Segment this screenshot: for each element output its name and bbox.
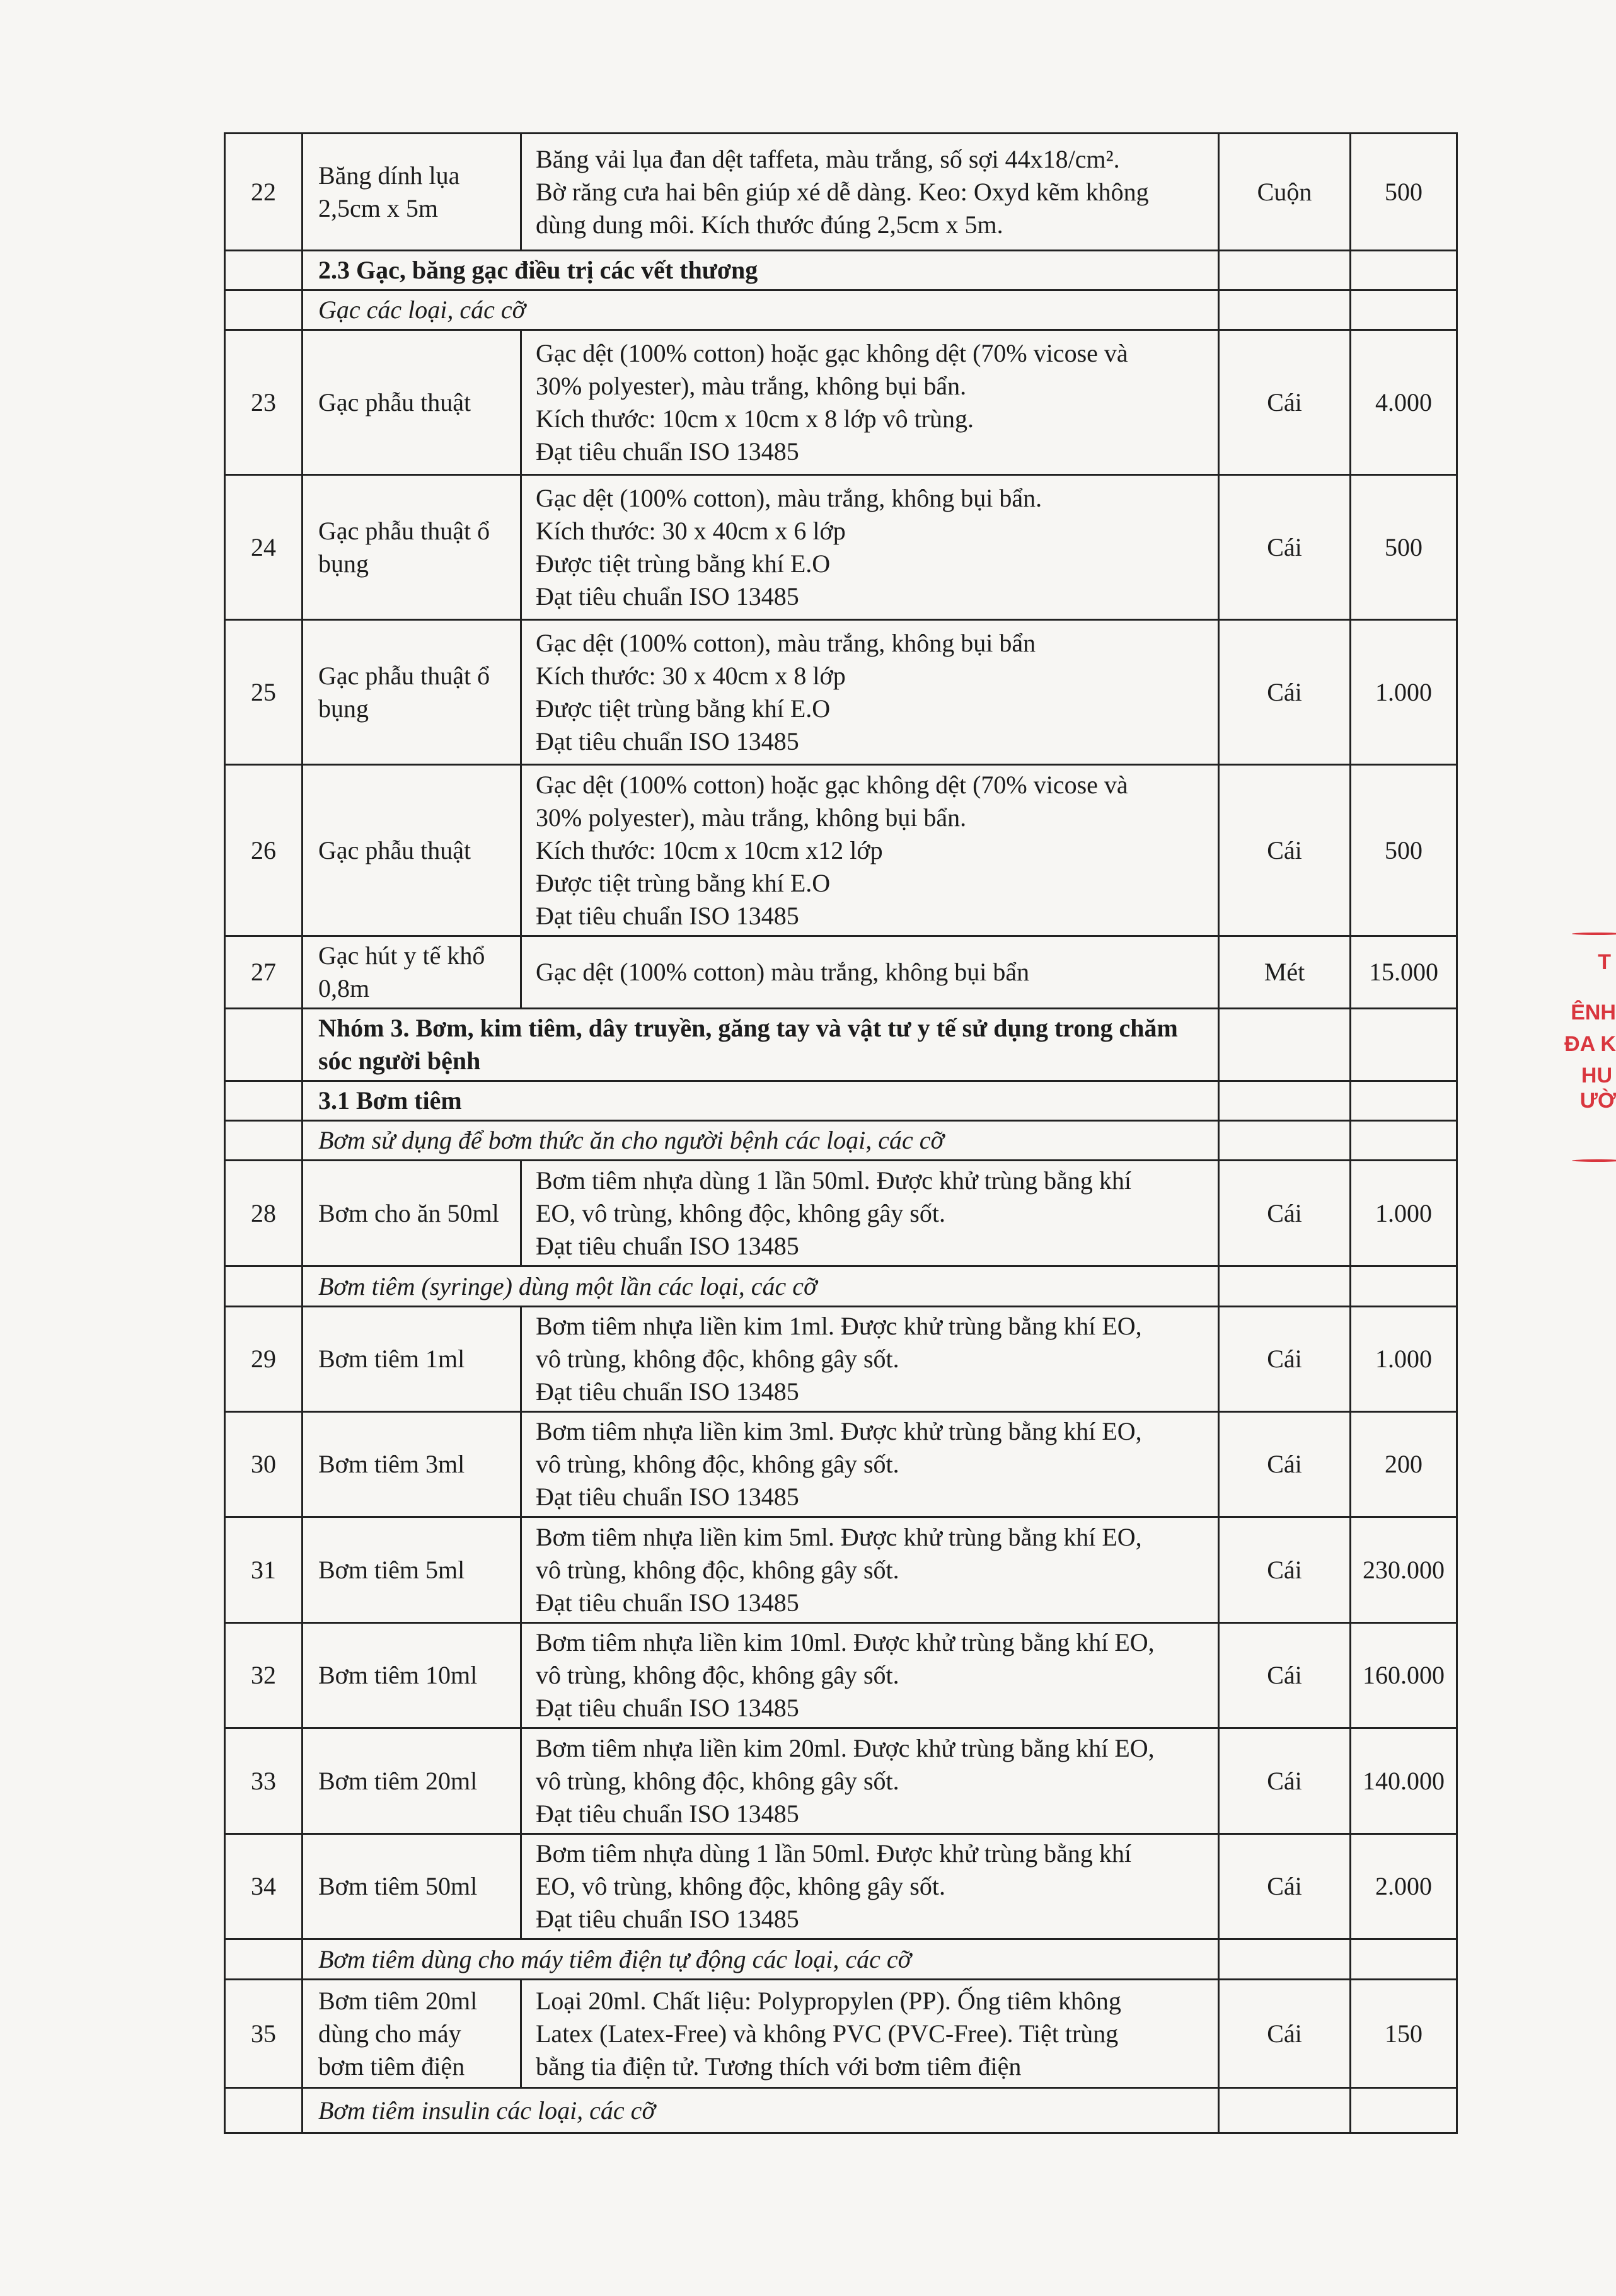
row-number: 32	[225, 1623, 303, 1728]
description-line: Gạc dệt (100% cotton) màu trắng, không bụi bẩn	[536, 958, 1030, 986]
quantity-cell: 2.000	[1351, 1834, 1457, 1939]
table-row	[225, 475, 1457, 620]
table-row	[225, 330, 1457, 475]
category-heading: Bơm sử dụng để bơm thức ăn cho người bệnh các loại, các cỡ	[303, 1121, 1219, 1161]
category-heading: Bơm tiêm dùng cho máy tiêm điện tự động các loại, các cỡ	[303, 1939, 1219, 1980]
table-row	[225, 1623, 1457, 1728]
unit-cell	[1219, 1266, 1351, 1307]
quantity-cell: 200	[1351, 1412, 1457, 1517]
row-number: 33	[225, 1728, 303, 1834]
row-number: 31	[225, 1517, 303, 1623]
row-number	[225, 1121, 303, 1161]
description-line: Đạt tiêu chuẩn ISO 13485	[536, 1377, 799, 1406]
description-line: Đạt tiêu chuẩn ISO 13485	[536, 437, 799, 466]
table-row	[225, 1307, 1457, 1412]
row-number	[225, 1266, 303, 1307]
unit-cell: Mét	[1219, 936, 1351, 1009]
table-row	[225, 1834, 1457, 1939]
unit-cell	[1219, 251, 1351, 290]
item-name: Gạc phẫu thuật	[303, 765, 521, 936]
row-number: 24	[225, 475, 303, 620]
quantity-cell	[1351, 2088, 1457, 2133]
quantity-cell: 1.000	[1351, 1161, 1457, 1266]
description-line: Gạc dệt (100% cotton) hoặc gạc không dệt (70% vicose và	[536, 770, 1128, 799]
item-description	[521, 1517, 1219, 1623]
unit-cell: Cái	[1219, 1980, 1351, 2088]
item-description	[521, 936, 1219, 1009]
description-line: Kích thước: 10cm x 10cm x 8 lớp vô trùng.	[536, 404, 974, 433]
section-heading: Nhóm 3. Bơm, kim tiêm, dây truyền, găng tay và vật tư y tế sử dụng trong chăm sóc người bệnh	[303, 1009, 1219, 1081]
description-line: Băng vải lụa đan dệt taffeta, màu trắng, số sợi 44x18/cm².	[536, 144, 1120, 173]
item-name: Băng dính lụa 2,5cm x 5m	[303, 134, 521, 251]
table-row	[225, 1517, 1457, 1623]
quantity-cell: 500	[1351, 134, 1457, 251]
item-description	[521, 1728, 1219, 1834]
unit-cell: Cuộn	[1219, 134, 1351, 251]
item-description	[521, 765, 1219, 936]
description-line: Kích thước: 10cm x 10cm x12 lớp	[536, 835, 883, 864]
stamp-text: ĐA K	[1564, 1032, 1616, 1056]
section-heading: 3.1 Bơm tiêm	[303, 1081, 1219, 1121]
description-line: 30% polyester), màu trắng, không bụi bẩn.	[536, 371, 967, 400]
quantity-cell	[1351, 1266, 1457, 1307]
quantity-cell	[1351, 290, 1457, 330]
row-number: 23	[225, 330, 303, 475]
description-line: Loại 20ml. Chất liệu: Polypropylen (PP). Ống tiêm không	[536, 1986, 1121, 2015]
row-number: 35	[225, 1980, 303, 2088]
stamp-text: T	[1598, 950, 1611, 974]
category-row	[225, 2088, 1457, 2133]
table-body	[225, 134, 1457, 2133]
category-row	[225, 1121, 1457, 1161]
description-line: Gạc dệt (100% cotton), màu trắng, không bụi bẩn.	[536, 483, 1042, 512]
row-number: 22	[225, 134, 303, 251]
description-line: Bơm tiêm nhựa liền kim 5ml. Được khử trùng bằng khí EO,	[536, 1522, 1142, 1551]
description-line: Kích thước: 30 x 40cm x 8 lớp	[536, 661, 846, 690]
unit-cell: Cái	[1219, 1728, 1351, 1834]
row-number	[225, 1009, 303, 1081]
stamp-arc	[1572, 933, 1616, 935]
unit-cell: Cái	[1219, 1412, 1351, 1517]
category-row	[225, 290, 1457, 330]
quantity-cell: 1.000	[1351, 1307, 1457, 1412]
item-description	[521, 475, 1219, 620]
item-name: Bơm tiêm 10ml	[303, 1623, 521, 1728]
description-line: Đạt tiêu chuẩn ISO 13485	[536, 726, 799, 755]
description-line: Kích thước: 30 x 40cm x 6 lớp	[536, 516, 846, 545]
row-number	[225, 1081, 303, 1121]
category-heading: Bơm tiêm insulin các loại, các cỡ	[303, 2088, 1219, 2133]
description-line: Được tiệt trùng bằng khí E.O	[536, 868, 831, 897]
table-row	[225, 1412, 1457, 1517]
quantity-cell	[1351, 1939, 1457, 1980]
category-heading: Bơm tiêm (syringe) dùng một lần các loại, các cỡ	[303, 1266, 1219, 1307]
row-number: 27	[225, 936, 303, 1009]
red-stamp-fragment	[1553, 926, 1616, 1191]
quantity-cell	[1351, 1081, 1457, 1121]
description-line: Bơm tiêm nhựa liền kim 20ml. Được khử trùng bằng khí EO,	[536, 1733, 1155, 1762]
section-row	[225, 1081, 1457, 1121]
row-number	[225, 290, 303, 330]
unit-cell: Cái	[1219, 475, 1351, 620]
description-line: vô trùng, không độc, không gây sốt.	[536, 1450, 899, 1478]
description-line: Đạt tiêu chuẩn ISO 13485	[536, 1799, 799, 1828]
table-row	[225, 1728, 1457, 1834]
description-line: Đạt tiêu chuẩn ISO 13485	[536, 901, 799, 930]
description-line: Đạt tiêu chuẩn ISO 13485	[536, 1588, 799, 1617]
table-row	[225, 765, 1457, 936]
row-number: 34	[225, 1834, 303, 1939]
item-name: Bơm tiêm 20ml dùng cho máy bơm tiêm điện	[303, 1980, 521, 2088]
description-line: Đạt tiêu chuẩn ISO 13485	[536, 1694, 799, 1722]
row-number: 29	[225, 1307, 303, 1412]
description-line: Đạt tiêu chuẩn ISO 13485	[536, 1231, 799, 1260]
row-number	[225, 251, 303, 290]
item-description	[521, 134, 1219, 251]
quantity-cell	[1351, 1009, 1457, 1081]
unit-cell	[1219, 1121, 1351, 1161]
description-line: Đạt tiêu chuẩn ISO 13485	[536, 1905, 799, 1933]
table-row	[225, 134, 1457, 251]
description-line: Latex (Latex-Free) và không PVC (PVC-Free). Tiệt trùng	[536, 2019, 1119, 2048]
section-row	[225, 251, 1457, 290]
row-number: 25	[225, 620, 303, 765]
description-line: Bơm tiêm nhựa dùng 1 lần 50ml. Được khử trùng bằng khí	[536, 1839, 1132, 1868]
quantity-cell: 150	[1351, 1980, 1457, 2088]
unit-cell	[1219, 290, 1351, 330]
item-name: Bơm tiêm 20ml	[303, 1728, 521, 1834]
quantity-cell: 230.000	[1351, 1517, 1457, 1623]
stamp-arc	[1572, 1159, 1616, 1162]
unit-cell: Cái	[1219, 1834, 1351, 1939]
unit-cell: Cái	[1219, 1517, 1351, 1623]
unit-cell	[1219, 2088, 1351, 2133]
description-line: Bơm tiêm nhựa liền kim 10ml. Được khử trùng bằng khí EO,	[536, 1628, 1155, 1656]
item-name: Gạc phẫu thuật ổ bụng	[303, 620, 521, 765]
unit-cell	[1219, 1939, 1351, 1980]
quantity-cell: 500	[1351, 475, 1457, 620]
item-name: Bơm tiêm 50ml	[303, 1834, 521, 1939]
stamp-text: ÊNH	[1571, 1001, 1616, 1025]
row-number: 28	[225, 1161, 303, 1266]
item-name: Gạc phẫu thuật	[303, 330, 521, 475]
item-name: Bơm tiêm 3ml	[303, 1412, 521, 1517]
section-heading: 2.3 Gạc, băng gạc điều trị các vết thương	[303, 251, 1219, 290]
table-row	[225, 936, 1457, 1009]
item-description	[521, 1161, 1219, 1266]
item-description	[521, 1412, 1219, 1517]
description-line: vô trùng, không độc, không gây sốt.	[536, 1766, 899, 1795]
unit-cell: Cái	[1219, 765, 1351, 936]
description-line: Được tiệt trùng bằng khí E.O	[536, 549, 831, 578]
category-row	[225, 1266, 1457, 1307]
item-description	[521, 330, 1219, 475]
description-line: Gạc dệt (100% cotton), màu trắng, không bụi bẩn	[536, 628, 1036, 657]
item-name: Bơm tiêm 1ml	[303, 1307, 521, 1412]
description-line: EO, vô trùng, không độc, không gây sốt.	[536, 1872, 945, 1900]
description-line: Bờ răng cưa hai bên giúp xé dễ dàng. Keo: Oxyd kẽm không	[536, 177, 1149, 206]
row-number	[225, 2088, 303, 2133]
description-line: Bơm tiêm nhựa liền kim 3ml. Được khử trùng bằng khí EO,	[536, 1417, 1142, 1445]
table-row	[225, 620, 1457, 765]
quantity-cell: 15.000	[1351, 936, 1457, 1009]
section-row	[225, 1009, 1457, 1081]
description-line: bằng tia điện tử. Tương thích với bơm tiêm điện	[536, 2052, 1022, 2081]
description-line: Gạc dệt (100% cotton) hoặc gạc không dệt (70% vicose và	[536, 338, 1128, 367]
row-number: 26	[225, 765, 303, 936]
description-line: Bơm tiêm nhựa liền kim 1ml. Được khử trùng bằng khí EO,	[536, 1312, 1142, 1340]
unit-cell: Cái	[1219, 1623, 1351, 1728]
row-number	[225, 1939, 303, 1980]
quantity-cell	[1351, 1121, 1457, 1161]
item-name: Bơm cho ăn 50ml	[303, 1161, 521, 1266]
description-line: Đạt tiêu chuẩn ISO 13485	[536, 1483, 799, 1511]
category-row	[225, 1939, 1457, 1980]
unit-cell: Cái	[1219, 1307, 1351, 1412]
description-line: vô trùng, không độc, không gây sốt.	[536, 1345, 899, 1373]
description-line: EO, vô trùng, không độc, không gây sốt.	[536, 1198, 945, 1227]
quantity-cell	[1351, 251, 1457, 290]
quantity-cell: 1.000	[1351, 620, 1457, 765]
item-name: Gạc phẫu thuật ổ bụng	[303, 475, 521, 620]
unit-cell	[1219, 1081, 1351, 1121]
category-heading: Gạc các loại, các cỡ	[303, 290, 1219, 330]
description-line: Bơm tiêm nhựa dùng 1 lần 50ml. Được khử trùng bằng khí	[536, 1166, 1132, 1195]
item-name: Bơm tiêm 5ml	[303, 1517, 521, 1623]
quantity-cell: 4.000	[1351, 330, 1457, 475]
quantity-cell: 160.000	[1351, 1623, 1457, 1728]
item-description	[521, 1307, 1219, 1412]
description-line: vô trùng, không độc, không gây sốt.	[536, 1555, 899, 1584]
description-line: vô trùng, không độc, không gây sốt.	[536, 1661, 899, 1689]
item-description	[521, 1980, 1219, 2088]
quantity-cell: 500	[1351, 765, 1457, 936]
description-line: dùng dung môi. Kích thước đúng 2,5cm x 5m.	[536, 210, 1003, 239]
item-description	[521, 620, 1219, 765]
stamp-text: HU	[1581, 1064, 1612, 1088]
item-description	[521, 1623, 1219, 1728]
item-name: Gạc hút y tế khổ 0,8m	[303, 936, 521, 1009]
unit-cell	[1219, 1009, 1351, 1081]
item-description	[521, 1834, 1219, 1939]
supply-table	[224, 132, 1458, 2134]
row-number: 30	[225, 1412, 303, 1517]
unit-cell: Cái	[1219, 330, 1351, 475]
description-line: 30% polyester), màu trắng, không bụi bẩn.	[536, 803, 967, 832]
quantity-cell: 140.000	[1351, 1728, 1457, 1834]
table-row	[225, 1980, 1457, 2088]
unit-cell: Cái	[1219, 1161, 1351, 1266]
description-line: Đạt tiêu chuẩn ISO 13485	[536, 582, 799, 611]
unit-cell: Cái	[1219, 620, 1351, 765]
table-row	[225, 1161, 1457, 1266]
description-line: Được tiệt trùng bằng khí E.O	[536, 694, 831, 723]
stamp-text: ƯỜ	[1579, 1089, 1616, 1113]
